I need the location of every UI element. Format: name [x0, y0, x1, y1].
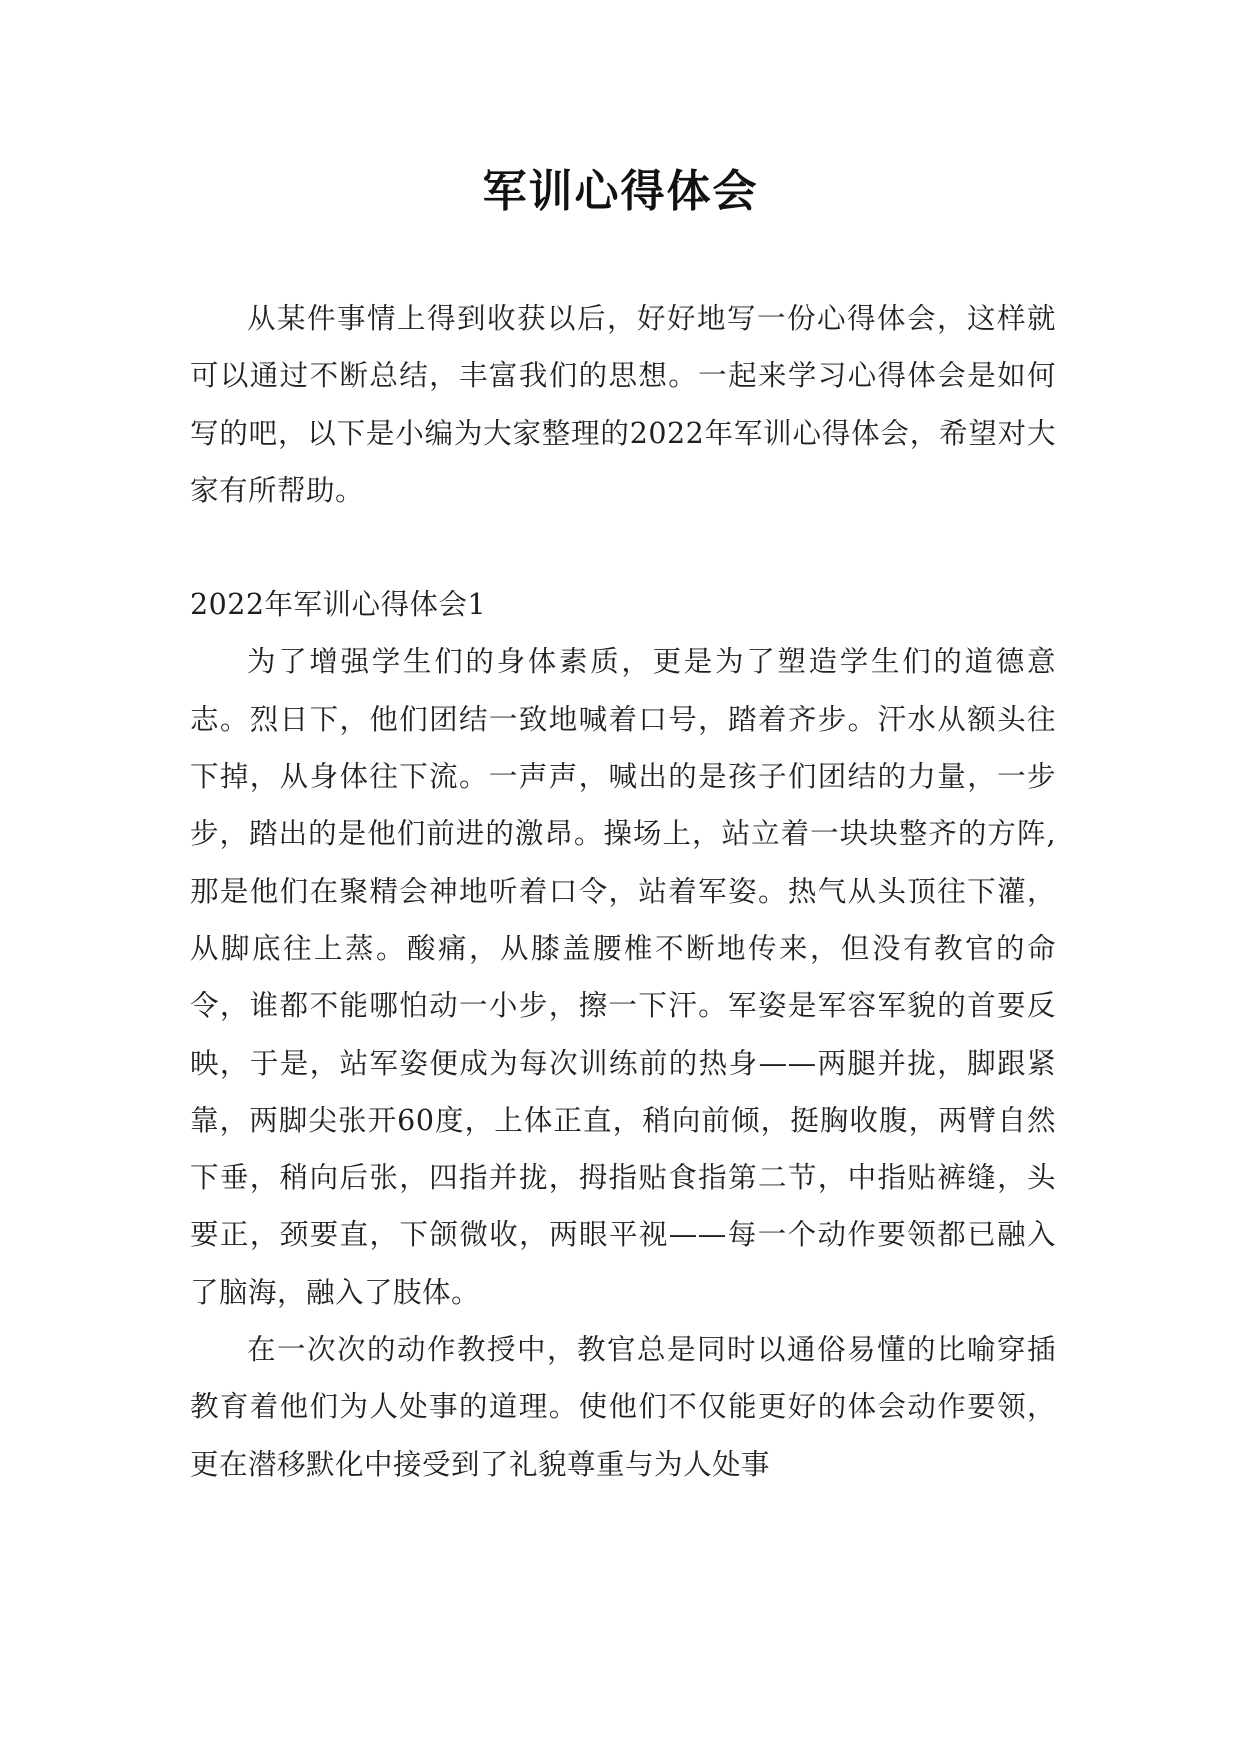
body-paragraph-2: 在一次次的动作教授中，教官总是同时以通俗易懂的比喻穿插教育着他们为人处事的道理。使他们不仅能更好的体会动作要领，更在潜移默化中接受到了礼貌尊重与为人处事 [190, 1333, 1056, 1481]
document-body [190, 290, 1056, 1493]
document-title: 军训心得体会 [482, 166, 759, 217]
intro-paragraph: 从某件事情上得到收获以后，好好地写一份心得体会，这样就可以通过不断总结，丰富我们的思想。一起来学习心得体会是如何写的吧，以下是小编为大家整理的2022年军训心得体会，希望对大家有所帮助。 [190, 302, 1056, 507]
body-paragraph-1: 为了增强学生们的身体素质，更是为了塑造学生们的道德意志。烈日下，他们团结一致地喊着口号，踏着齐步。汗水从额头往下掉，从身体往下流。一声声，喊出的是孩子们团结的力量，一步步，踏出的是他们前进的激昂。操场上，站立着一块块整齐的方阵,那是他们在聚精会神地听着口令，站着军姿。热气从头顶往下灌，从脚底往上蒸。酸痛，从膝盖腰椎不断地传来，但没有教官的命令，谁都不能哪怕动一小步，擦一下汗。军姿是军容军貌的首要反映，于是，站军姿便成为每次训练前的热身——两腿并拢，脚跟紧靠，两脚尖张开60度，上体正直，稍向前倾，挺胸收腹，两臂自然下垂，稍向后张，四指并拢，拇指贴食指第二节，中指贴裤缝，头要正，颈要直，下颌微收，两眼平视——每一个动作要领都已融入了脑海，融入了肢体。 [190, 645, 1056, 1309]
section-heading: 2022年军训心得体会1 [190, 588, 487, 622]
